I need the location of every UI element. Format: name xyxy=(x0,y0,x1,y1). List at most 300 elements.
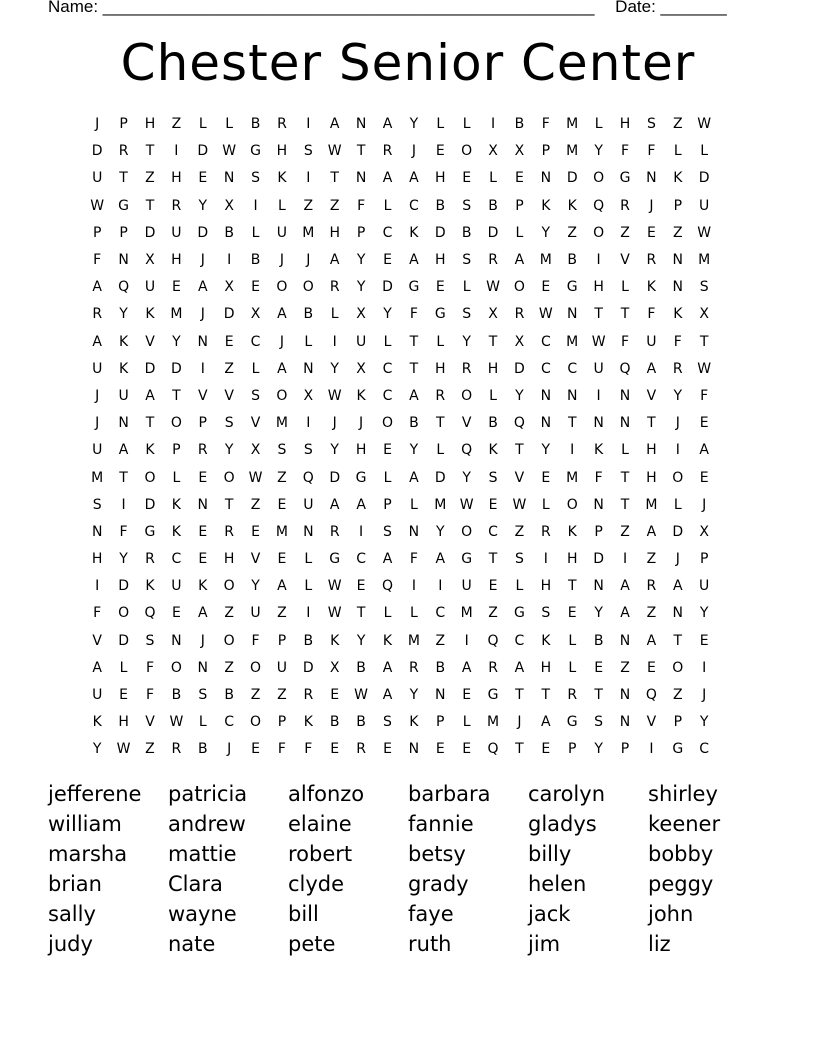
word-list-item: judy xyxy=(48,932,93,956)
grid-letter: A xyxy=(356,496,366,513)
grid-letter: M xyxy=(566,469,579,486)
grid-letter: A xyxy=(541,714,551,731)
grid-letter: W xyxy=(169,714,184,731)
grid-row xyxy=(84,356,744,383)
grid-letter: F xyxy=(145,687,154,704)
grid-row xyxy=(84,736,744,763)
page-title: Chester Senior Center xyxy=(120,34,696,92)
grid-letter: O xyxy=(276,279,288,296)
grid-letter: D xyxy=(197,143,209,160)
grid-letter: E xyxy=(435,143,445,160)
grid-letter: Y xyxy=(409,442,419,459)
grid-letter: E xyxy=(251,523,260,540)
grid-letter: E xyxy=(699,469,709,486)
grid-letter: V xyxy=(646,387,657,404)
grid-letter: K xyxy=(171,523,181,540)
grid-letter: K xyxy=(594,442,604,459)
grid-letter: K xyxy=(171,496,181,513)
grid-letter: M xyxy=(566,116,579,133)
grid-letter: D xyxy=(593,551,604,568)
word-list-item: peggy xyxy=(648,872,714,896)
grid-letter: E xyxy=(646,659,656,676)
grid-letter: E xyxy=(567,605,577,622)
grid-letter: O xyxy=(144,469,156,486)
grid-letter: H xyxy=(91,551,103,568)
grid-letter: Q xyxy=(487,741,499,758)
grid-letter: K xyxy=(118,333,129,350)
grid-letter: J xyxy=(702,496,707,513)
grid-letter: T xyxy=(224,496,234,513)
grid-letter: A xyxy=(646,632,657,649)
grid-letter: L xyxy=(330,306,339,323)
word-list-item: betsy xyxy=(408,842,466,866)
grid-letter: A xyxy=(699,442,709,459)
grid-letter: N xyxy=(91,523,103,540)
grid-letter: M xyxy=(487,714,500,731)
grid-letter: D xyxy=(118,578,129,595)
grid-letter: O xyxy=(513,279,525,296)
grid-letter: I xyxy=(411,578,416,595)
grid-letter: A xyxy=(435,551,446,568)
grid-row xyxy=(84,682,744,709)
grid-letter: A xyxy=(514,659,525,676)
grid-letter: Z xyxy=(514,523,525,540)
grid-letter: B xyxy=(171,687,182,704)
grid-letter: Z xyxy=(672,687,683,704)
grid-letter: T xyxy=(488,333,498,350)
word-list-item: ruth xyxy=(408,932,452,956)
grid-letter: K xyxy=(409,224,419,241)
grid-letter: N xyxy=(540,170,552,187)
grid-letter: Y xyxy=(409,116,419,133)
grid-letter: O xyxy=(250,714,262,731)
grid-letter: A xyxy=(514,252,525,269)
grid-letter: L xyxy=(383,197,392,214)
grid-letter: L xyxy=(119,659,128,676)
grid-letter: T xyxy=(330,170,339,187)
grid-letter: P xyxy=(119,224,128,241)
grid-letter: I xyxy=(306,605,311,622)
grid-letter: L xyxy=(700,143,709,160)
grid-letter: Z xyxy=(277,605,287,622)
grid-letter: I xyxy=(174,143,179,160)
grid-letter: D xyxy=(144,496,156,513)
grid-letter: W xyxy=(697,116,712,133)
grid-letter: V xyxy=(646,714,657,731)
grid-letter: N xyxy=(303,523,314,540)
grid-letter: T xyxy=(356,605,366,622)
word-list-item: andrew xyxy=(168,812,246,836)
grid-letter: V xyxy=(250,551,261,568)
grid-letter: B xyxy=(435,659,446,676)
grid-row xyxy=(84,220,744,247)
grid-letter: X xyxy=(514,143,525,160)
grid-letter: P xyxy=(673,197,683,214)
grid-letter: A xyxy=(277,306,287,323)
grid-letter: O xyxy=(593,170,605,187)
grid-letter: W xyxy=(116,741,131,758)
grid-letter: B xyxy=(514,116,525,133)
grid-letter: G xyxy=(329,551,341,568)
grid-letter: M xyxy=(460,605,473,622)
grid-letter: T xyxy=(409,333,419,350)
word-list-item: robert xyxy=(288,842,353,866)
grid-letter: H xyxy=(276,143,288,160)
grid-letter: R xyxy=(92,306,103,323)
grid-letter: L xyxy=(198,714,207,731)
word-list-item: john xyxy=(648,902,694,926)
grid-letter: V xyxy=(620,252,630,269)
grid-letter: N xyxy=(408,741,420,758)
grid-letter: M xyxy=(275,523,288,540)
grid-letter: I xyxy=(570,442,575,459)
grid-letter: T xyxy=(356,143,366,160)
grid-letter: U xyxy=(646,333,657,350)
grid-letter: D xyxy=(487,224,499,241)
grid-letter: E xyxy=(435,741,445,758)
grid-letter: W xyxy=(486,279,500,296)
grid-letter: C xyxy=(567,360,578,377)
grid-letter: J xyxy=(649,197,654,214)
grid-letter: T xyxy=(515,741,524,758)
grid-letter: C xyxy=(356,551,366,568)
grid-letter: D xyxy=(566,170,578,187)
grid-letter: E xyxy=(541,279,551,296)
grid-letter: E xyxy=(277,496,287,513)
grid-letter: Z xyxy=(224,605,234,622)
grid-letter: A xyxy=(92,279,102,296)
grid-letter: H xyxy=(435,360,446,377)
grid-letter: K xyxy=(646,279,656,296)
grid-letter: O xyxy=(461,523,473,540)
grid-letter: I xyxy=(702,659,707,676)
grid-letter: N xyxy=(619,387,631,404)
grid-row xyxy=(84,111,744,138)
grid-letter: Z xyxy=(145,741,155,758)
grid-letter: Y xyxy=(119,306,128,323)
grid-letter: T xyxy=(620,496,630,513)
grid-letter: G xyxy=(408,279,420,296)
grid-letter: V xyxy=(224,387,234,404)
grid-letter: U xyxy=(250,605,261,622)
word-list-item: keener xyxy=(648,812,721,836)
grid-letter: A xyxy=(620,578,630,595)
grid-letter: C xyxy=(250,333,261,350)
grid-letter: H xyxy=(171,252,182,269)
grid-letter: D xyxy=(672,523,684,540)
grid-letter: O xyxy=(461,143,473,160)
grid-letter: L xyxy=(383,605,392,622)
grid-letter: F xyxy=(620,143,630,160)
grid-letter: L xyxy=(515,224,524,241)
grid-letter: B xyxy=(303,632,314,649)
grid-letter: R xyxy=(620,197,630,214)
grid-letter: F xyxy=(251,632,260,649)
grid-letter: M xyxy=(407,632,420,649)
grid-letter: G xyxy=(566,279,578,296)
grid-letter: I xyxy=(490,116,496,133)
grid-letter: Y xyxy=(356,279,366,296)
grid-letter: S xyxy=(303,143,313,160)
grid-letter: F xyxy=(541,116,550,133)
grid-letter: I xyxy=(438,578,443,595)
grid-letter: H xyxy=(171,170,182,187)
word-list-item: elaine xyxy=(288,812,352,836)
grid-letter: P xyxy=(594,523,603,540)
grid-letter: B xyxy=(356,714,366,731)
grid-letter: Y xyxy=(673,387,683,404)
grid-letter: N xyxy=(171,632,182,649)
grid-letter: K xyxy=(541,197,551,214)
grid-letter: G xyxy=(144,523,156,540)
grid-letter: P xyxy=(92,224,102,241)
grid-letter: E xyxy=(330,741,340,758)
grid-letter: H xyxy=(540,578,552,595)
grid-letter: A xyxy=(646,360,657,377)
grid-letter: H xyxy=(435,170,446,187)
grid-letter: D xyxy=(118,632,129,649)
word-list-item: alfonzo xyxy=(288,782,365,806)
grid-letter: B xyxy=(250,252,261,269)
grid-letter: H xyxy=(619,116,631,133)
word-list-item: wayne xyxy=(168,902,237,926)
grid-letter: Z xyxy=(646,551,657,568)
grid-letter: Z xyxy=(224,360,234,377)
grid-letter: A xyxy=(197,279,208,296)
grid-letter: Z xyxy=(303,197,314,214)
grid-letter: S xyxy=(145,632,155,649)
grid-letter: V xyxy=(145,333,155,350)
grid-row xyxy=(84,410,744,437)
grid-letter: Y xyxy=(594,143,603,160)
grid-letter: R xyxy=(224,523,235,540)
grid-letter: T xyxy=(567,415,577,432)
grid-letter: O xyxy=(461,387,473,404)
grid-letter: N xyxy=(672,279,684,296)
grid-letter: H xyxy=(144,116,156,133)
grid-row xyxy=(84,301,744,328)
grid-letter: Q xyxy=(487,632,499,649)
word-list-item: patricia xyxy=(168,782,248,806)
grid-letter: E xyxy=(198,551,208,568)
grid-letter: H xyxy=(646,442,657,459)
grid-letter: S xyxy=(224,415,234,432)
grid-letter: Y xyxy=(462,333,471,350)
grid-letter: Q xyxy=(619,360,631,377)
grid-letter: M xyxy=(645,496,658,513)
grid-letter: R xyxy=(118,143,129,160)
grid-letter: J xyxy=(200,632,205,649)
grid-letter: L xyxy=(172,469,181,486)
grid-letter: L xyxy=(515,578,524,595)
grid-row xyxy=(84,138,744,165)
grid-letter: B xyxy=(593,632,604,649)
grid-letter: A xyxy=(382,659,393,676)
grid-letter: C xyxy=(408,197,419,214)
grid-letter: U xyxy=(593,360,604,377)
grid-letter: F xyxy=(409,306,418,323)
grid-letter: Z xyxy=(250,496,261,513)
grid-letter: N xyxy=(566,387,578,404)
grid-letter: Y xyxy=(594,741,603,758)
grid-letter: W xyxy=(697,224,712,241)
grid-letter: A xyxy=(382,170,393,187)
word-list-item: bill xyxy=(288,902,319,926)
grid-letter: Q xyxy=(302,469,314,486)
grid-letter: S xyxy=(699,279,709,296)
grid-letter: L xyxy=(436,442,445,459)
grid-letter: A xyxy=(329,252,340,269)
grid-letter: J xyxy=(675,415,680,432)
grid-letter: Y xyxy=(699,714,709,731)
grid-letter: M xyxy=(566,143,579,160)
grid-letter: R xyxy=(329,523,340,540)
grid-letter: A xyxy=(409,469,419,486)
grid-letter: K xyxy=(673,170,683,187)
grid-letter: O xyxy=(672,659,684,676)
grid-letter: N xyxy=(593,496,604,513)
grid-letter: Q xyxy=(118,279,130,296)
grid-letter: H xyxy=(593,279,604,296)
grid-letter: Z xyxy=(224,659,234,676)
grid-letter: D xyxy=(329,469,341,486)
grid-letter: Z xyxy=(488,605,498,622)
grid-letter: X xyxy=(488,143,498,160)
grid-letter: L xyxy=(383,333,392,350)
grid-letter: R xyxy=(356,741,366,758)
grid-letter: R xyxy=(171,197,182,214)
grid-letter: E xyxy=(119,687,129,704)
word-list-item: pete xyxy=(288,932,336,956)
grid-letter: N xyxy=(303,360,314,377)
grid-letter: C xyxy=(514,632,525,649)
grid-letter: X xyxy=(224,197,234,214)
grid-letter: T xyxy=(541,687,551,704)
grid-letter: F xyxy=(700,387,709,404)
grid-letter: K xyxy=(198,578,208,595)
grid-letter: Y xyxy=(92,741,102,758)
grid-letter: F xyxy=(93,605,102,622)
grid-letter: V xyxy=(197,387,208,404)
word-list-item: Clara xyxy=(168,872,223,896)
grid-letter: D xyxy=(223,306,235,323)
grid-letter: B xyxy=(356,659,366,676)
grid-letter: L xyxy=(673,496,682,513)
grid-letter: T xyxy=(673,632,683,649)
grid-letter: K xyxy=(145,442,155,459)
grid-letter: E xyxy=(277,551,287,568)
grid-letter: D xyxy=(144,360,156,377)
grid-letter: E xyxy=(198,170,208,187)
grid-letter: G xyxy=(487,687,499,704)
grid-letter: M xyxy=(275,415,288,432)
grid-letter: H xyxy=(435,252,446,269)
grid-letter: Q xyxy=(593,197,605,214)
grid-letter: V xyxy=(250,415,261,432)
grid-letter: R xyxy=(171,741,182,758)
grid-letter: S xyxy=(462,197,472,214)
grid-letter: A xyxy=(409,387,419,404)
grid-row xyxy=(84,655,744,682)
grid-letter: H xyxy=(487,360,499,377)
grid-letter: D xyxy=(91,143,103,160)
word-list-item: marsha xyxy=(48,842,128,866)
grid-letter: S xyxy=(541,605,551,622)
grid-letter: M xyxy=(170,306,183,323)
grid-letter: L xyxy=(409,496,418,513)
word-list-item: jack xyxy=(528,902,571,926)
grid-letter: S xyxy=(462,306,472,323)
grid-letter: Z xyxy=(277,687,287,704)
grid-letter: T xyxy=(172,387,181,404)
grid-letter: N xyxy=(118,415,129,432)
word-list-item: billy xyxy=(528,842,572,866)
grid-letter: R xyxy=(197,442,208,459)
grid-letter: B xyxy=(329,714,340,731)
grid-letter: R xyxy=(567,687,578,704)
grid-letter: T xyxy=(515,442,524,459)
grid-letter: Y xyxy=(699,605,709,622)
grid-letter: K xyxy=(488,442,498,459)
grid-letter: R xyxy=(514,306,525,323)
grid-letter: N xyxy=(355,170,367,187)
grid-letter: B xyxy=(224,687,234,704)
grid-letter: A xyxy=(461,659,472,676)
word-list-item: gladys xyxy=(528,812,597,836)
grid-letter: E xyxy=(462,741,472,758)
grid-letter: K xyxy=(356,387,366,404)
grid-letter: M xyxy=(566,333,579,350)
grid-letter: R xyxy=(277,116,287,133)
grid-letter: P xyxy=(356,224,366,241)
grid-letter: O xyxy=(118,605,130,622)
grid-letter: O xyxy=(223,578,235,595)
grid-letter: Z xyxy=(567,224,578,241)
word-list-item: bobby xyxy=(648,842,714,866)
grid-letter: Y xyxy=(356,252,366,269)
grid-letter: I xyxy=(95,578,100,595)
grid-letter: D xyxy=(170,360,182,377)
grid-letter: L xyxy=(409,605,418,622)
grid-letter: N xyxy=(619,687,631,704)
grid-letter: J xyxy=(279,252,284,269)
grid-letter: I xyxy=(464,632,469,649)
grid-letter: N xyxy=(646,170,657,187)
grid-letter: V xyxy=(514,469,525,486)
grid-letter: H xyxy=(540,659,552,676)
grid-letter: E xyxy=(251,279,260,296)
grid-letter: Y xyxy=(119,551,128,568)
grid-letter: K xyxy=(303,714,313,731)
grid-letter: U xyxy=(92,170,103,187)
grid-letter: L xyxy=(225,116,234,133)
grid-letter: D xyxy=(302,659,314,676)
grid-letter: X xyxy=(303,387,314,404)
grid-row xyxy=(84,492,744,519)
grid-letter: L xyxy=(251,360,260,377)
grid-letter: W xyxy=(327,578,342,595)
grid-letter: L xyxy=(251,224,260,241)
grid-letter: N xyxy=(619,415,631,432)
grid-letter: N xyxy=(619,632,631,649)
grid-letter: J xyxy=(200,306,205,323)
grid-letter: X xyxy=(145,252,155,269)
grid-letter: H xyxy=(355,442,367,459)
grid-letter: W xyxy=(222,143,237,160)
grid-letter: S xyxy=(594,714,604,731)
grid-letter: I xyxy=(306,116,311,133)
grid-letter: O xyxy=(250,659,262,676)
